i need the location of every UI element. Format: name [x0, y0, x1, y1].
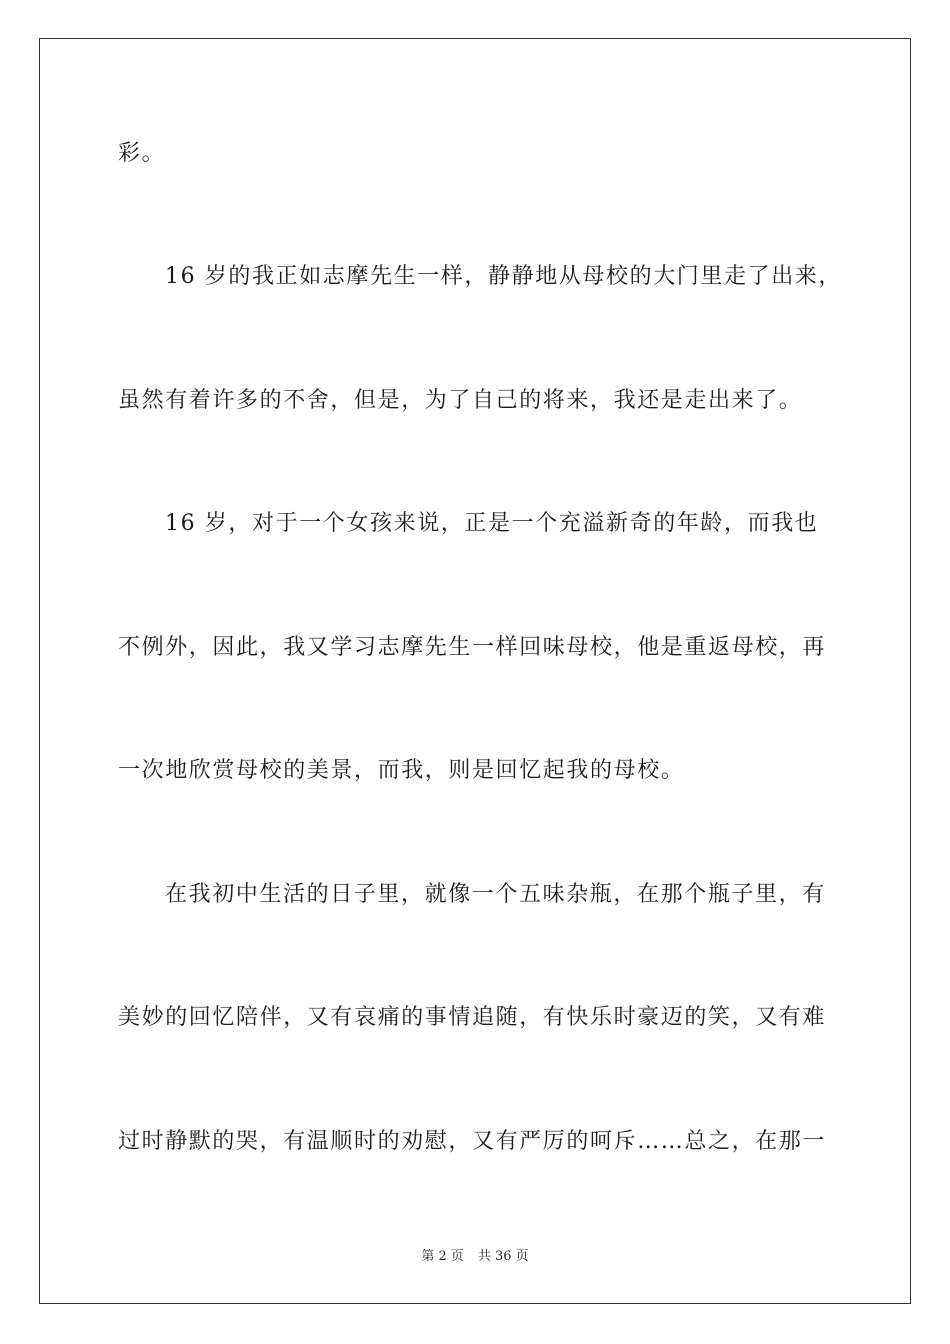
- body-line-5: 不例外，因此，我又学习志摩先生一样回味母校，他是重返母校，再: [118, 635, 827, 660]
- body-line-6: 一次地欣赏母校的美景，而我，则是回忆起我的母校。: [118, 758, 685, 783]
- total-pages: 共 36 页: [477, 1249, 529, 1264]
- page-number: 第 2 页: [421, 1249, 464, 1264]
- body-line-3: 虽然有着许多的不舍，但是，为了自己的将来，我还是走出来了。: [118, 388, 803, 413]
- body-line-8: 美妙的回忆陪伴，又有哀痛的事情追随，有快乐时豪迈的笑，又有难: [118, 1005, 827, 1030]
- body-line-7: 在我初中生活的日子里，就像一个五味杂瓶，在那个瓶子里，有: [165, 882, 826, 907]
- page-footer: [0, 1248, 950, 1266]
- body-line-4: 16 岁，对于一个女孩来说，正是一个充溢新奇的年龄，而我也: [165, 511, 819, 536]
- page-border: [39, 38, 911, 1304]
- body-line-2: 16 岁的我正如志摩先生一样，静静地从母校的大门里走了出来，: [165, 264, 842, 289]
- body-line-9: 过时静默的哭，有温顺时的劝慰，又有严厉的呵斥……总之，在那一: [118, 1129, 827, 1154]
- body-line-1: 彩。: [118, 141, 166, 166]
